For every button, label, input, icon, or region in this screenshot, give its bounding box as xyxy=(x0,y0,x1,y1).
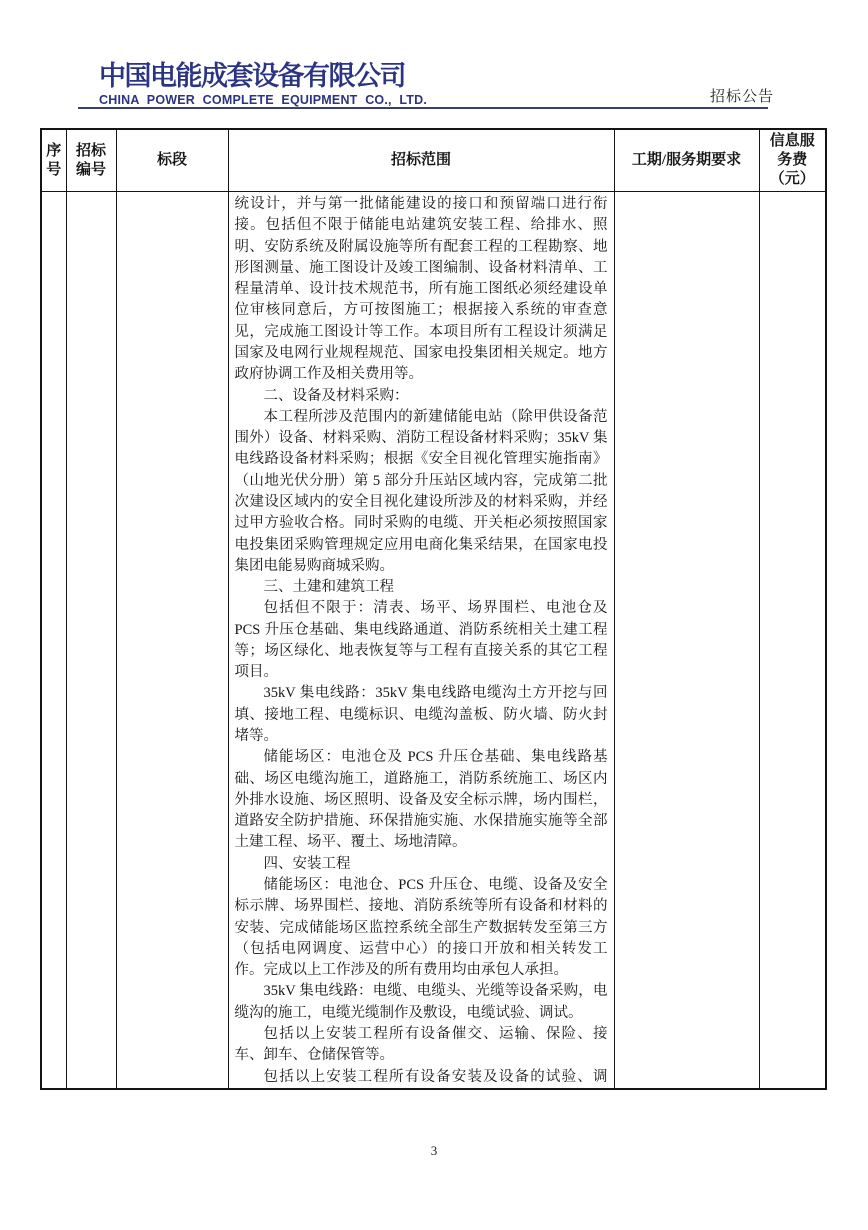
scope-text-line: 位审核同意后，方可按图施工；根据接入系统的审查意 xyxy=(234,302,608,319)
column-header-line: 招标范围 xyxy=(390,152,451,168)
scope-text-line: 填、接地工程、电缆标识、电缆沟盖板、防火墙、防火封 xyxy=(234,706,608,723)
column-header-line: 务费 xyxy=(777,152,808,168)
doc-type-label: 招标公告 xyxy=(710,89,775,105)
scope-text-line: 35kV 集电线路：电缆、电缆头、光缆等设备采购，电 xyxy=(263,983,608,1000)
column-header-tender-scope xyxy=(228,129,614,192)
scope-text-line: 车、卸车、仓储保管等。 xyxy=(234,1047,394,1064)
column-header-line: 标段 xyxy=(156,152,187,168)
scope-text-line: 四、安装工程 xyxy=(263,855,351,872)
scope-text-line: 接。包括但不限于储能电站建筑安装工程、给排水、照 xyxy=(234,217,608,234)
cell-duration-requirement xyxy=(614,192,759,1089)
scope-text-line: 国家及电网行业规程规范、国家电投集团相关规定。地方 xyxy=(234,344,608,361)
scope-text-line: 形图测量、施工图设计及竣工图编制、设备材料清单、工 xyxy=(234,259,608,276)
scope-text-line: 缆沟的施工，电缆光缆制作及敷设，电缆试验、调试。 xyxy=(234,1004,583,1021)
column-header-line: （元） xyxy=(769,171,815,187)
company-name-chinese: 中国电能成套设备有限公司 xyxy=(99,61,405,91)
scope-text-line: 储能场区：电池仓及 PCS 升压仓基础、集电线路基 xyxy=(263,749,608,766)
scope-text-line: 安装、完成储能场区监控系统全部生产数据转发至第三方 xyxy=(234,919,608,936)
scope-text-line: 项目。 xyxy=(234,664,278,681)
scope-text-line: 统设计，并与第一批储能建设的接口和预留端口进行衔 xyxy=(234,196,608,212)
scope-text-line: 围外）设备、材料采购、消防工程设备材料采购；35kV 集 xyxy=(234,430,608,447)
cell-section xyxy=(116,192,228,1089)
scope-text-line: 程量清单、设计技术规范书，所有施工图纸必须经建设单 xyxy=(234,281,608,298)
scope-text-line: 35kV 集电线路：35kV 集电线路电缆沟土方开挖与回 xyxy=(263,685,608,702)
scope-text-line: 次建设区域内的安全目视化建设所涉及的材料采购，并经 xyxy=(234,493,608,510)
column-header-duration-requirement xyxy=(614,129,759,192)
scope-text-line: 明、安防系统及附属设施等所有配套工程的工程勘察、地 xyxy=(234,238,608,255)
page-number: 3 xyxy=(430,1143,438,1158)
scope-text-line: （包括电网调度、运营中心）的接口开放和相关转发工 xyxy=(234,940,608,957)
column-header-line: 编号 xyxy=(75,161,106,178)
tender-table xyxy=(40,128,827,1090)
cell-serial-number xyxy=(41,192,66,1089)
scope-text-line: 包括以上安装工程所有设备安装及设备的试验、调 xyxy=(263,1068,608,1085)
column-header-line: 招标 xyxy=(75,142,106,159)
scope-text-line: 包括以上安装工程所有设备催交、运输、保险、接 xyxy=(263,1025,608,1042)
scope-text-line: 储能场区：电池仓、PCS 升压仓、电缆、设备及安全 xyxy=(263,877,608,893)
scope-text-line: 电投集团采购管理规定应用电商化集采结果，在国家电投 xyxy=(234,536,608,553)
cell-tender-scope xyxy=(228,192,614,1089)
column-header-line: 序 xyxy=(46,142,62,159)
scope-text-line: 三、土建和建筑工程 xyxy=(263,579,394,596)
scope-text-line: 等；场区绿化、地表恢复等与工程有直接关系的其它工程 xyxy=(234,642,608,659)
column-header-serial-number xyxy=(41,129,66,192)
column-header-line: 信息服 xyxy=(769,133,815,149)
column-header-section xyxy=(116,129,228,192)
scope-text-line: 堵等。 xyxy=(234,728,278,745)
table-header-row xyxy=(41,129,826,192)
scope-text-line: 包括但不限于：清表、场平、场界围栏、电池仓及 xyxy=(263,600,608,617)
scope-text-line: 本工程所涉及范围内的新建储能电站（除甲供设备范 xyxy=(263,408,608,425)
cell-tender-number xyxy=(66,192,116,1089)
scope-text-line: 外排水设施、场区照明、设备及安全标示牌，场内围栏， xyxy=(234,791,608,808)
scope-text-line: 道路安全防护措施、环保措施实施、水保措施实施等全部 xyxy=(234,813,608,830)
scope-text-line: 础、场区电缆沟施工，道路施工，消防系统施工、场区内 xyxy=(234,770,608,787)
scope-text-line: 电线路设备材料采购；根据《安全目视化管理实施指南》 xyxy=(234,451,608,468)
column-header-line: 工期/服务期要求 xyxy=(631,152,742,168)
column-header-line: 号 xyxy=(46,161,62,178)
scope-text-line: 土建工程、场平、覆土、场地清障。 xyxy=(234,834,467,851)
cell-info-service-fee xyxy=(759,192,826,1089)
scope-text-line: 集团电能易购商城采购。 xyxy=(234,557,394,574)
scope-text-line: 标示牌、场界围栏、接地、消防系统等所有设备和材料的 xyxy=(234,898,608,915)
scope-text-line: （山地光伏分册）第 5 部分升压站区域内容，完成第二批 xyxy=(234,472,608,489)
column-header-info-service-fee xyxy=(759,129,826,192)
letterhead-rule xyxy=(78,107,768,109)
scope-text-line: 二、设备及材料采购： xyxy=(263,387,409,404)
scope-text-line: 作。完成以上工作涉及的所有费用均由承包人承担。 xyxy=(234,962,568,979)
table-body-row xyxy=(41,192,826,1089)
scope-text-line: 政府协调工作及相关费用等。 xyxy=(234,366,423,383)
scope-text-line: 过甲方验收合格。同时采购的电缆、开关柜必须按照国家 xyxy=(234,515,608,532)
company-name-english: CHINA POWER COMPLETE EQUIPMENT CO., LTD. xyxy=(99,93,427,107)
column-header-tender-number xyxy=(66,129,116,192)
scope-text-line: PCS 升压仓基础、集电线路通道、消防系统相关土建工程 xyxy=(234,621,608,638)
scope-text-line: 见，完成施工图设计等工作。本项目所有工程设计须满足 xyxy=(234,323,608,340)
company-logo xyxy=(99,61,427,107)
